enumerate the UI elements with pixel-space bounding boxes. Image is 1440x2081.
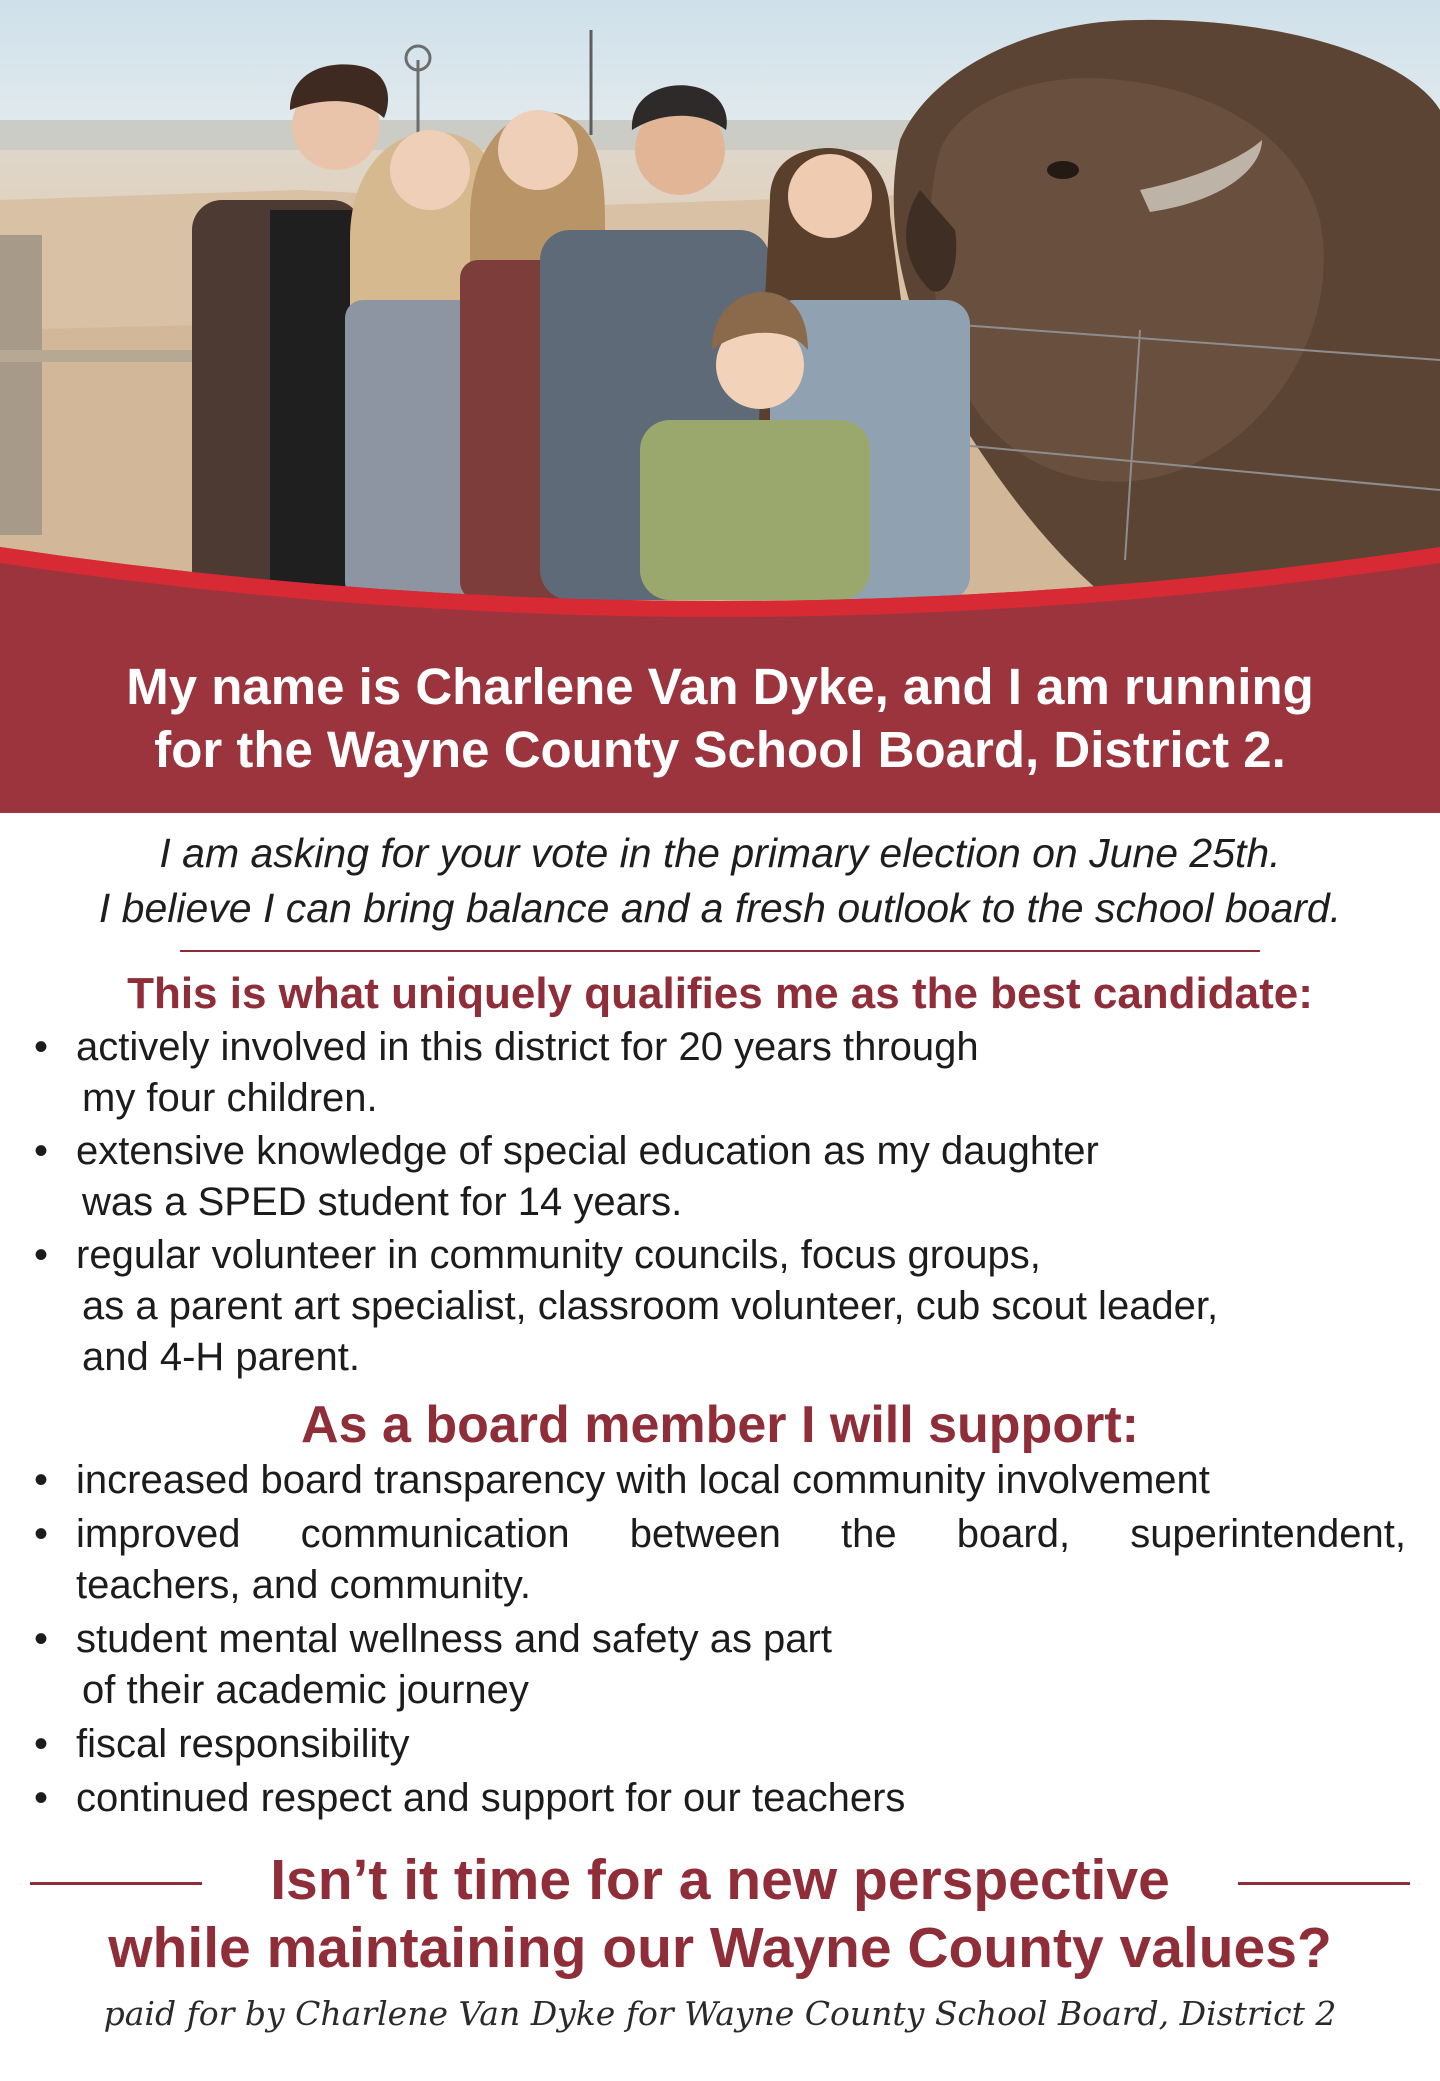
bullet-icon: • [34, 1129, 49, 1173]
closing-line-1: Isn’t it time for a new perspective [270, 1848, 1170, 1912]
list-item [0, 1719, 1410, 1770]
word: between [629, 1512, 781, 1556]
list-item-line: my four children. [82, 1076, 378, 1120]
qualifications-heading: This is what uniquely qualifies me as the best candidate: [127, 969, 1313, 1018]
word: superintendent, [1130, 1512, 1406, 1556]
list-item-line: student mental wellness and safety as part [76, 1617, 832, 1661]
list-item-line: fiscal responsibility [76, 1722, 410, 1766]
list-item-line: of their academic journey [82, 1668, 529, 1712]
closing-line-2: while maintaining our Wayne County values? [108, 1916, 1332, 1980]
headline-line-1: My name is Charlene Van Dyke, and I am running [126, 658, 1314, 715]
divider-rule [180, 950, 1260, 952]
list-item-line: increased board transparency with local community involvement [76, 1458, 1210, 1502]
list-item-line: was a SPED student for 14 years. [82, 1180, 683, 1224]
qualifications-list [0, 1022, 1218, 1385]
list-item-line: regular volunteer in community councils, focus groups, [76, 1233, 1041, 1277]
paid-for-disclaimer: paid for by Charlene Van Dyke for Wayne County School Board, District 2 [103, 1994, 1337, 2033]
bullet-icon: • [34, 1512, 49, 1556]
list-item-line: extensive knowledge of special education as my daughter [76, 1129, 1099, 1173]
list-item [0, 1022, 1218, 1124]
justified-line [76, 1509, 1406, 1560]
list-item-line: and 4-H parent. [82, 1335, 360, 1379]
headline-line-2: for the Wayne County School Board, District 2. [154, 721, 1286, 778]
bullet-icon: • [34, 1722, 49, 1766]
list-item [0, 1614, 1410, 1716]
headline [0, 655, 1440, 781]
list-item-line: teachers, and community. [76, 1563, 532, 1607]
list-item-line: continued respect and support for our teachers [76, 1776, 906, 1820]
word: the [841, 1512, 897, 1556]
list-item-line: as a parent art specialist, classroom volunteer, cub scout leader, [82, 1284, 1219, 1328]
bullet-icon: • [34, 1025, 49, 1069]
word: improved [76, 1512, 241, 1556]
list-item [0, 1455, 1410, 1506]
bullet-icon: • [34, 1458, 49, 1502]
intro-line-1: I am asking for your vote in the primary election on June 25th. [159, 830, 1281, 876]
support-heading: As a board member I will support: [301, 1396, 1139, 1454]
word: communication [300, 1512, 570, 1556]
bullet-icon: • [34, 1617, 49, 1661]
support-list [0, 1455, 1410, 1827]
intro-line-2: I believe I can bring balance and a fresh outlook to the school board. [98, 885, 1342, 931]
word: board, [956, 1512, 1071, 1556]
bullet-icon: • [34, 1233, 49, 1277]
list-item [0, 1230, 1218, 1383]
list-item [0, 1509, 1410, 1611]
bullet-icon: • [34, 1776, 49, 1820]
intro-text [0, 826, 1440, 936]
list-item [0, 1773, 1410, 1824]
list-item-line: actively involved in this district for 20 years through [76, 1025, 979, 1069]
list-item [0, 1126, 1218, 1228]
